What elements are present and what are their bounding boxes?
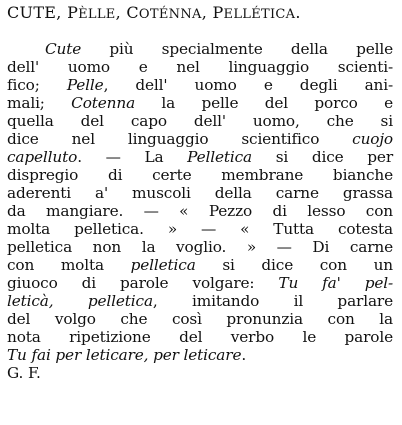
entry-text-line [7,184,393,202]
italic-term: pelletica [130,256,196,274]
entry-text-line [7,148,393,166]
heading-separator: , [56,3,68,22]
text-segment: si dice per [252,148,393,166]
entry-text-line [7,220,393,238]
text-segment: quella del capo dell' uomo, che si [7,112,393,130]
text-segment: fico; [7,76,67,94]
italic-term: Pelle [66,76,104,94]
text-segment: la pelle del porco e [135,94,393,112]
italic-term: cuojo [352,130,393,148]
heading-separator: , [115,3,127,22]
entry-text-line [7,130,393,148]
text-segment: dice nel linguaggio scientifico [7,130,353,148]
entry-text-line [7,364,41,382]
entry-text-line [7,238,393,256]
text-segment: aderenti a' muscoli della carne grassa [7,184,393,202]
italic-term: Tu fa' pel- [278,274,393,292]
entry-text-line [7,58,393,76]
text-segment: , dell' uomo e degli ani- [103,76,393,94]
entry-text-line [7,346,246,364]
entry-text-line [7,328,393,346]
italic-term: capelluto [7,148,78,166]
entry-text-line [7,76,393,94]
text-segment: con molta [7,256,131,274]
text-segment: del volgo che così pronunzia con la [7,310,393,328]
text-segment: . [241,346,247,364]
entry-text-line [7,166,393,184]
entry-text-line [7,202,393,220]
entry-text-line [7,112,393,130]
text-segment: nota ripetizione del verbo le parole [7,328,393,346]
entry-heading [7,4,301,24]
text-segment: dispregio di certe membrane bianche [7,166,393,184]
italic-term: Cotenna [71,94,136,112]
text-segment: . — La [77,148,188,166]
text-segment: molta pelletica. » — « Tutta cotesta [7,220,393,238]
text-segment: si dice con un [195,256,393,274]
text-segment: G. F. [7,364,41,382]
heading-term-pelletica-initial: P [212,3,224,22]
italic-term: Cute [45,40,82,58]
text-segment: giuoco di parole volgare: [7,274,279,292]
italic-term: Tu fai per leticare, per leticare [7,346,242,364]
entry-text-line [45,40,393,58]
entry-text-line [7,256,393,274]
heading-period: . [295,3,301,22]
heading-term-pelle-initial: P [67,3,79,22]
italic-term: Pelletica [187,148,253,166]
entry-text-line [7,292,393,310]
text-segment: mali; [7,94,72,112]
entry-text-line [7,94,393,112]
heading-term-cotenna-rest: OTÉNNA [138,7,202,22]
text-segment: dell' uomo e nel linguaggio scienti- [7,58,393,76]
entry-text-line [7,274,393,292]
text-segment: pelletica non la voglio. » — Di carne [7,238,393,256]
text-segment: , imitando il parlare [152,292,393,310]
heading-term-cotenna-initial: C [126,3,139,22]
text-segment: più specialmente della pelle [81,40,393,58]
entry-text-line [7,310,393,328]
heading-term-cute: CUTE [7,3,57,22]
text-segment: da mangiare. — « Pezzo di lesso con [7,202,393,220]
italic-term: leticà, pelletica [7,292,153,310]
heading-term-pelletica-rest: ELLÉTICA [223,7,296,22]
heading-separator: , [201,3,213,22]
heading-term-pelle-rest: ÈLLE [78,7,116,22]
